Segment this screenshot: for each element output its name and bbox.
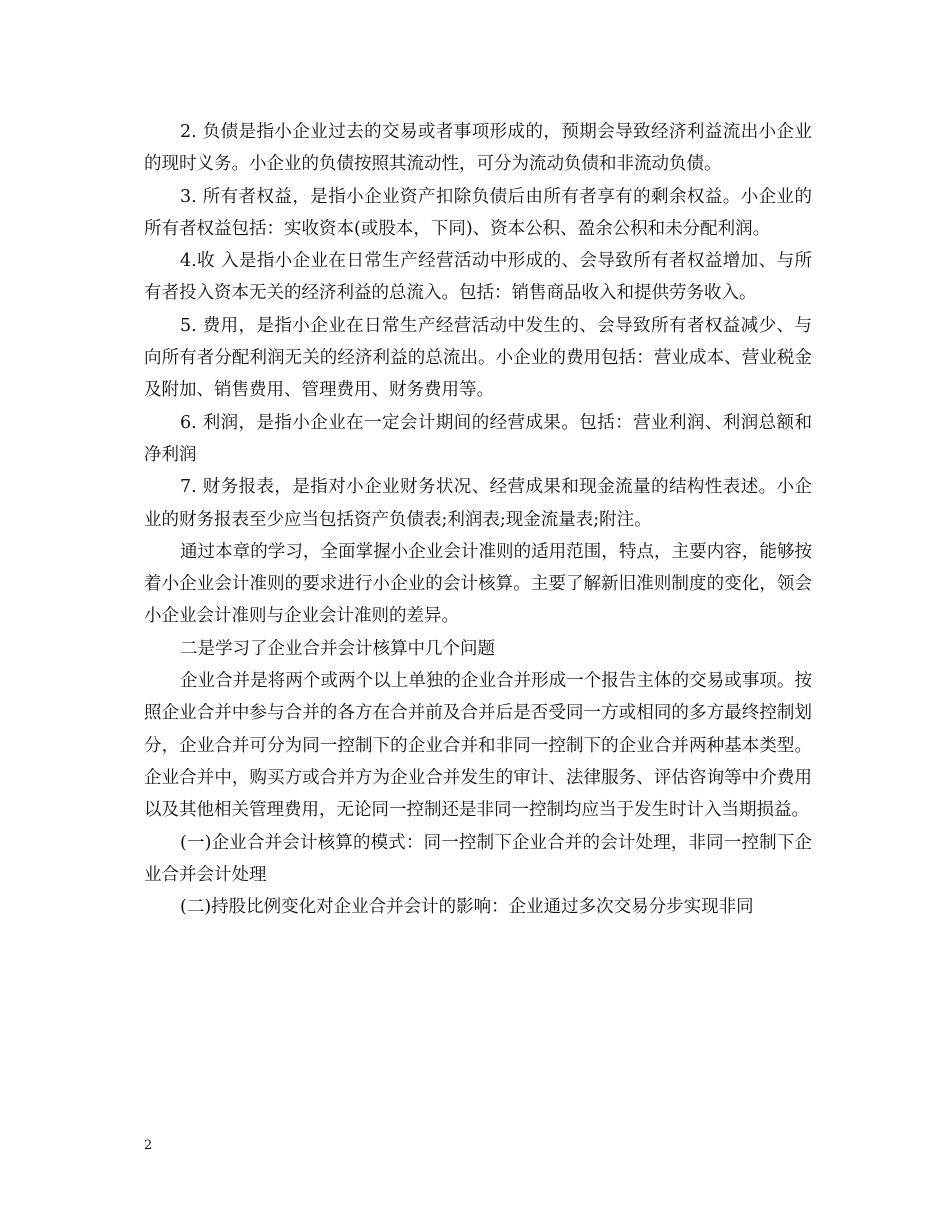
- paragraph-chapter-summary: 通过本章的学习，全面掌握小企业会计准则的适用范围，特点，主要内容，能够按着小企业会计准则的要求进行小企业的会计核算。主要了解新旧准则制度的变化，领会小企业会计准则与企业会计准则的差异。: [144, 541, 812, 627]
- body-text: [144, 116, 812, 923]
- paragraph-business-combination: 企业合并是将两个或两个以上单独的企业合并形成一个报告主体的交易或事项。按照企业合并中参与合并的各方在合并前及合并后是否受同一方或相同的多方最终控制划分，企业合并可分为同一控制下的企业合并和非同一控制下的企业合并两种基本类型。企业合并中，购买方或合并方为企业合并发生的审计、法律服务、评估咨询等中介费用以及其他相关管理费用，无论同一控制还是非同一控制均应当于发生时计入当期损益。: [144, 671, 812, 821]
- paragraph-revenue: 4.收 入是指小企业在日常生产经营活动中形成的、会导致所有者权益增加、与所有者投入资本无关的经济利益的总流入。包括：销售商品收入和提供劳务收入。: [144, 251, 812, 304]
- page-number: 2: [144, 1138, 153, 1153]
- paragraph-owners-equity: 3. 所有者权益，是指小企业资产扣除负债后由所有者享有的剩余权益。小企业的所有者权益包括：实收资本(或股本，下同)、资本公积、盈余公积和未分配利润。: [144, 186, 812, 239]
- paragraph-section-heading: 二是学习了企业合并会计核算中几个问题: [180, 638, 495, 659]
- paragraph-combination-model: (一)企业合并会计核算的模式：同一控制下企业合并的会计处理，非同一控制下企业合并会计处理: [144, 832, 812, 885]
- paragraph-shareholding-change: (二)持股比例变化对企业合并会计的影响：企业通过多次交易分步实现非同: [180, 897, 754, 918]
- paragraph-financial-statements: 7. 财务报表，是指对小企业财务状况、经营成果和现金流量的结构性表述。小企业的财务报表至少应当包括资产负债表;利润表;现金流量表;附注。: [144, 477, 812, 530]
- paragraph-profit: 6. 利润，是指小企业在一定会计期间的经营成果。包括：营业利润、利润总额和净利润: [144, 412, 812, 465]
- paragraph-liabilities: 2. 负债是指小企业过去的交易或者事项形成的，预期会导致经济利益流出小企业的现时义务。小企业的负债按照其流动性，可分为流动负债和非流动负债。: [144, 122, 812, 175]
- paragraph-expenses: 5. 费用，是指小企业在日常生产经营活动中发生的、会导致所有者权益减少、与向所有者分配利润无关的经济利益的总流出。小企业的费用包括：营业成本、营业税金及附加、销售费用、管理费用、财务费用等。: [144, 315, 812, 401]
